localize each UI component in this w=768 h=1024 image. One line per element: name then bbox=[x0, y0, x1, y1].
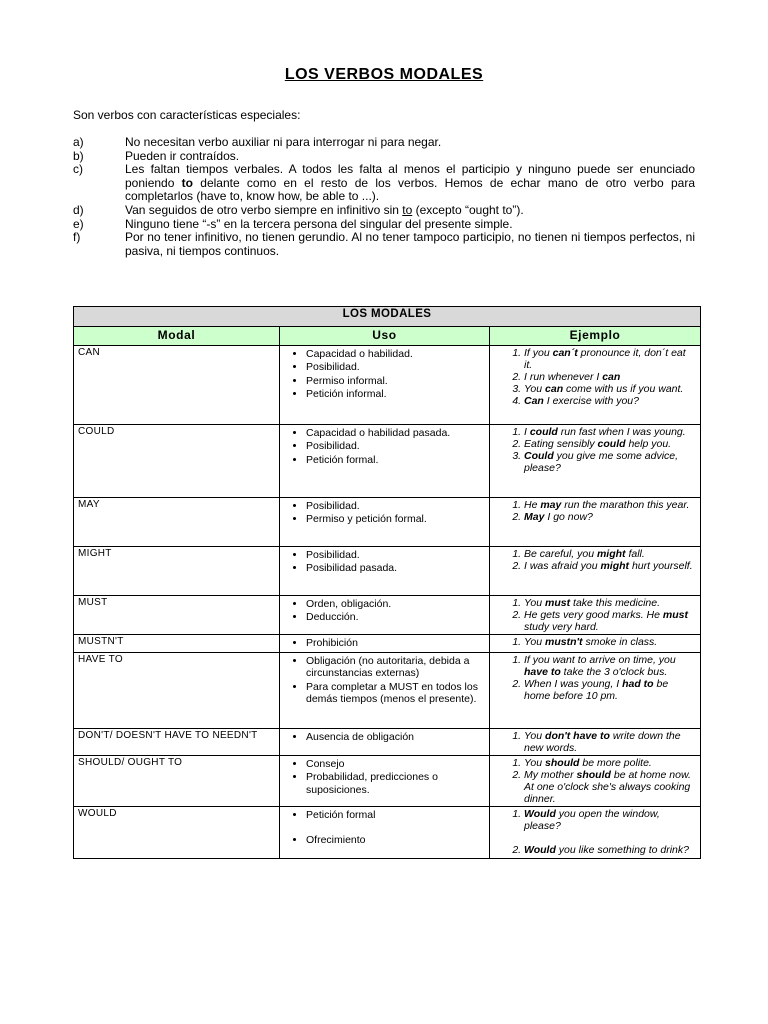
text-run: (excepto “ought to”). bbox=[412, 202, 524, 217]
uso-list bbox=[284, 348, 485, 401]
text-run: He bbox=[524, 499, 541, 511]
bold-text: don't have to bbox=[545, 729, 610, 742]
ejemplo-cell bbox=[490, 807, 701, 858]
uso-item: • Posibilidad. bbox=[306, 549, 485, 561]
ejemplo-list bbox=[494, 548, 696, 572]
text-run: I was afraid you bbox=[524, 560, 601, 573]
text-run: be more polite. bbox=[579, 756, 652, 769]
bold-text: must bbox=[545, 597, 571, 609]
uso-item: • Permiso informal. bbox=[306, 375, 485, 387]
text-run: My mother bbox=[524, 768, 577, 781]
text-run: Be careful, you bbox=[524, 548, 597, 560]
uso-item: • Capacidad o habilidad pasada. bbox=[306, 427, 485, 439]
ejemplo-item bbox=[524, 511, 696, 523]
ejemplo-cell bbox=[490, 547, 701, 596]
ejemplo-list bbox=[494, 757, 696, 805]
modal-cell: WOULD bbox=[74, 807, 280, 858]
bold-text: Could bbox=[524, 450, 554, 463]
uso-cell bbox=[280, 652, 490, 728]
text-run: help you. bbox=[625, 438, 672, 451]
uso-list bbox=[284, 549, 485, 575]
table-row bbox=[74, 652, 701, 728]
text-run: take this medicine. bbox=[570, 597, 661, 609]
table-caption: LOS MODALES bbox=[74, 307, 701, 327]
ejemplo-item bbox=[524, 548, 696, 560]
uso-item: • Petición informal. bbox=[306, 388, 485, 400]
bold-text: may bbox=[540, 499, 562, 511]
table-row bbox=[74, 596, 701, 635]
uso-item: • Petición formal. bbox=[306, 454, 485, 466]
text-run: I exercise with you? bbox=[543, 395, 639, 408]
table-header-row bbox=[74, 327, 701, 346]
bold-text: should bbox=[545, 756, 580, 769]
ejemplo-item bbox=[524, 769, 696, 805]
ejemplo-cell bbox=[490, 425, 701, 498]
underlined-text: to bbox=[402, 202, 413, 217]
text-run: study very hard. bbox=[524, 621, 599, 634]
uso-item: • Probabilidad, predicciones o suposiciones. bbox=[306, 771, 485, 796]
ejemplo-item bbox=[524, 499, 696, 511]
bold-text: might bbox=[600, 560, 630, 573]
bold-text: Can bbox=[524, 395, 544, 408]
bold-text: Would bbox=[524, 844, 556, 857]
uso-cell bbox=[280, 346, 490, 425]
ejemplo-cell bbox=[490, 728, 701, 755]
table-row bbox=[74, 755, 701, 806]
ejemplo-cell bbox=[490, 346, 701, 425]
header-ejemplo: Ejemplo bbox=[490, 327, 701, 346]
uso-cell bbox=[280, 498, 490, 547]
ejemplo-cell bbox=[490, 755, 701, 806]
ejemplo-list bbox=[494, 654, 696, 702]
list-item bbox=[73, 163, 695, 204]
uso-item: • Posibilidad. bbox=[306, 440, 485, 452]
bold-text: can bbox=[545, 383, 564, 396]
bold-text: had to bbox=[622, 677, 654, 690]
uso-list bbox=[284, 809, 485, 846]
ejemplo-cell bbox=[490, 652, 701, 728]
ejemplo-list bbox=[494, 426, 696, 474]
list-item bbox=[73, 150, 695, 164]
list-item-text bbox=[125, 163, 695, 204]
list-marker: b) bbox=[73, 148, 84, 163]
uso-item: • Prohibición bbox=[306, 637, 485, 649]
ejemplo-cell bbox=[490, 596, 701, 635]
table-row bbox=[74, 807, 701, 858]
uso-list bbox=[284, 758, 485, 796]
modals-table bbox=[73, 306, 701, 859]
uso-item: • Consejo bbox=[306, 758, 485, 770]
uso-item: • Posibilidad pasada. bbox=[306, 562, 485, 574]
text-run: run the marathon this year. bbox=[561, 499, 690, 511]
characteristics-list bbox=[73, 136, 695, 258]
uso-list bbox=[284, 655, 485, 706]
uso-item: • Deducción. bbox=[306, 611, 485, 623]
uso-cell bbox=[280, 728, 490, 755]
text-run: I go now? bbox=[544, 511, 593, 524]
modal-cell: DON'T/ DOESN'T HAVE TO NEEDN'T bbox=[74, 728, 280, 755]
ejemplo-item bbox=[524, 426, 696, 438]
ejemplo-item bbox=[524, 347, 696, 371]
text-run: delante como en el resto de los verbos. Hemos de echar mano de otro verbo para completarlos (have to, know how, be able to ...). bbox=[125, 175, 696, 204]
bold-text: could bbox=[597, 438, 626, 451]
uso-item: • Orden, obligación. bbox=[306, 598, 485, 610]
list-item bbox=[73, 231, 695, 258]
text-run: be at home now. At one o'clock she's always cooking dinner. bbox=[524, 768, 691, 806]
ejemplo-list bbox=[494, 597, 696, 633]
ejemplo-list bbox=[494, 347, 696, 407]
table-caption-row bbox=[74, 307, 701, 327]
modal-cell: MIGHT bbox=[74, 547, 280, 596]
uso-list bbox=[284, 731, 485, 743]
ejemplo-item bbox=[524, 654, 696, 678]
bold-text: must bbox=[662, 609, 688, 622]
text-run: Van seguidos de otro verbo siempre en infinitivo sin bbox=[125, 202, 403, 217]
table-row bbox=[74, 425, 701, 498]
ejemplo-item bbox=[524, 438, 696, 450]
text-run: run fast when I was young. bbox=[557, 426, 686, 438]
list-marker: a) bbox=[73, 135, 84, 149]
ejemplo-item bbox=[524, 636, 696, 648]
ejemplo-item bbox=[524, 808, 696, 832]
modal-cell: MAY bbox=[74, 498, 280, 547]
text-run: If you want to arrive on time, you bbox=[524, 653, 676, 666]
bold-text: to bbox=[181, 175, 193, 190]
header-uso: Uso bbox=[280, 327, 490, 346]
text-run: You bbox=[524, 636, 546, 649]
text-run: You bbox=[524, 729, 546, 742]
text-run: Por no tener infinitivo, no tienen gerundio. Al no tener tampoco participio, no tienen ni tiempos perfectos, ni pasiva, ni tiempos continuos. bbox=[125, 230, 695, 258]
uso-item: • Para completar a MUST en todos los demás tiempos (menos el presente). bbox=[306, 681, 485, 706]
text-run: you like something to drink? bbox=[555, 844, 689, 857]
table-row bbox=[74, 728, 701, 755]
uso-item: • Petición formal bbox=[306, 809, 485, 821]
bold-text: mustn't bbox=[545, 636, 583, 649]
ejemplo-list bbox=[494, 730, 696, 754]
uso-item: • Capacidad o habilidad. bbox=[306, 348, 485, 360]
bold-text: can bbox=[602, 371, 621, 384]
text-run: come with us if you want. bbox=[563, 383, 684, 396]
uso-item: • Ofrecimiento bbox=[306, 834, 485, 846]
list-item-text bbox=[125, 150, 695, 164]
table-row bbox=[74, 346, 701, 425]
ejemplo-item bbox=[524, 450, 696, 474]
uso-list bbox=[284, 427, 485, 466]
text-run: No necesitan verbo auxiliar ni para interrogar ni para negar. bbox=[125, 135, 442, 149]
text-run: Les faltan tiempos verbales. A todos les falta al menos el participio y ninguno puede ser enunciado poniendo bbox=[125, 162, 695, 190]
modal-cell: HAVE TO bbox=[74, 652, 280, 728]
modal-cell: SHOULD/ OUGHT TO bbox=[74, 755, 280, 806]
uso-item: • Obligación (no autoritaria, debida a circunstancias externas) bbox=[306, 655, 485, 680]
bold-text: can´t bbox=[552, 347, 578, 359]
ejemplo-cell bbox=[490, 635, 701, 652]
text-run: hurt yourself. bbox=[629, 560, 693, 573]
uso-cell bbox=[280, 425, 490, 498]
text-run: I bbox=[524, 426, 530, 438]
table-row bbox=[74, 635, 701, 652]
list-item-text bbox=[125, 218, 695, 232]
modal-cell: MUST bbox=[74, 596, 280, 635]
text-run: smoke in class. bbox=[582, 636, 658, 649]
uso-list bbox=[284, 637, 485, 649]
page-title: LOS VERBOS MODALES bbox=[284, 66, 484, 83]
list-marker: e) bbox=[73, 216, 84, 231]
list-item bbox=[73, 204, 695, 218]
uso-item: • Permiso y petición formal. bbox=[306, 513, 485, 525]
uso-list bbox=[284, 500, 485, 526]
uso-cell bbox=[280, 547, 490, 596]
ejemplo-item bbox=[524, 383, 696, 395]
modal-cell: MUSTN'T bbox=[74, 635, 280, 652]
modal-cell: CAN bbox=[74, 346, 280, 425]
text-run: take the 3 o'clock bus. bbox=[560, 665, 668, 678]
bold-text: might bbox=[596, 548, 626, 560]
ejemplo-item bbox=[524, 609, 696, 633]
bold-text: have to bbox=[524, 665, 561, 678]
bold-text: Would bbox=[524, 808, 556, 821]
ejemplo-item bbox=[524, 730, 696, 754]
uso-item: • Posibilidad. bbox=[306, 500, 485, 512]
ejemplo-item bbox=[524, 597, 696, 609]
bold-text: should bbox=[576, 768, 611, 781]
ejemplo-item bbox=[524, 371, 696, 383]
ejemplo-item bbox=[524, 678, 696, 702]
ejemplo-item bbox=[524, 844, 696, 856]
list-item bbox=[73, 218, 695, 232]
list-marker: c) bbox=[73, 162, 83, 177]
text-run: Eating sensibly bbox=[524, 438, 598, 451]
ejemplo-item bbox=[524, 560, 696, 572]
text-run: write down the new words. bbox=[524, 729, 681, 754]
uso-list bbox=[284, 598, 485, 624]
uso-item: • Posibilidad. bbox=[306, 361, 485, 373]
text-run: When I was young, I bbox=[524, 677, 623, 690]
ejemplo-list bbox=[494, 499, 696, 523]
text-run: Ninguno tiene “-s” en la tercera persona del singular del presente simple. bbox=[125, 216, 513, 231]
text-run: You bbox=[524, 383, 546, 396]
text-run: you give me some advice, please? bbox=[524, 450, 679, 475]
uso-cell bbox=[280, 807, 490, 858]
modal-cell: COULD bbox=[74, 425, 280, 498]
header-modal: Modal bbox=[74, 327, 280, 346]
uso-cell bbox=[280, 596, 490, 635]
intro-text: Son verbos con características especiales: bbox=[73, 108, 301, 122]
table-row bbox=[74, 547, 701, 596]
text-run: You bbox=[524, 756, 546, 769]
text-run: I run whenever I bbox=[524, 371, 603, 384]
text-run: be home before 10 pm. bbox=[524, 677, 669, 702]
list-marker: d) bbox=[73, 202, 84, 217]
list-marker: f) bbox=[73, 230, 81, 245]
text-run: Pueden ir contraídos. bbox=[125, 148, 240, 163]
uso-cell bbox=[280, 755, 490, 806]
table-row bbox=[74, 498, 701, 547]
text-run: He gets very good marks. He bbox=[524, 609, 663, 622]
ejemplo-list bbox=[494, 636, 696, 648]
text-run: You bbox=[524, 597, 546, 609]
ejemplo-list bbox=[494, 808, 696, 856]
ejemplo-item bbox=[524, 395, 696, 407]
list-item-text bbox=[125, 204, 695, 218]
ejemplo-cell bbox=[490, 498, 701, 547]
bold-text: May bbox=[524, 511, 545, 524]
ejemplo-item bbox=[524, 757, 696, 769]
text-run: If you bbox=[524, 347, 553, 359]
list-item-text bbox=[125, 231, 695, 258]
text-run: you open the window, please? bbox=[524, 808, 660, 833]
list-item bbox=[73, 136, 695, 150]
uso-cell bbox=[280, 635, 490, 652]
uso-item: • Ausencia de obligación bbox=[306, 731, 485, 743]
bold-text: could bbox=[529, 426, 558, 438]
text-run: pronounce it, don´t eat it. bbox=[524, 347, 686, 372]
text-run: fall. bbox=[625, 548, 645, 560]
list-item-text bbox=[125, 136, 695, 150]
